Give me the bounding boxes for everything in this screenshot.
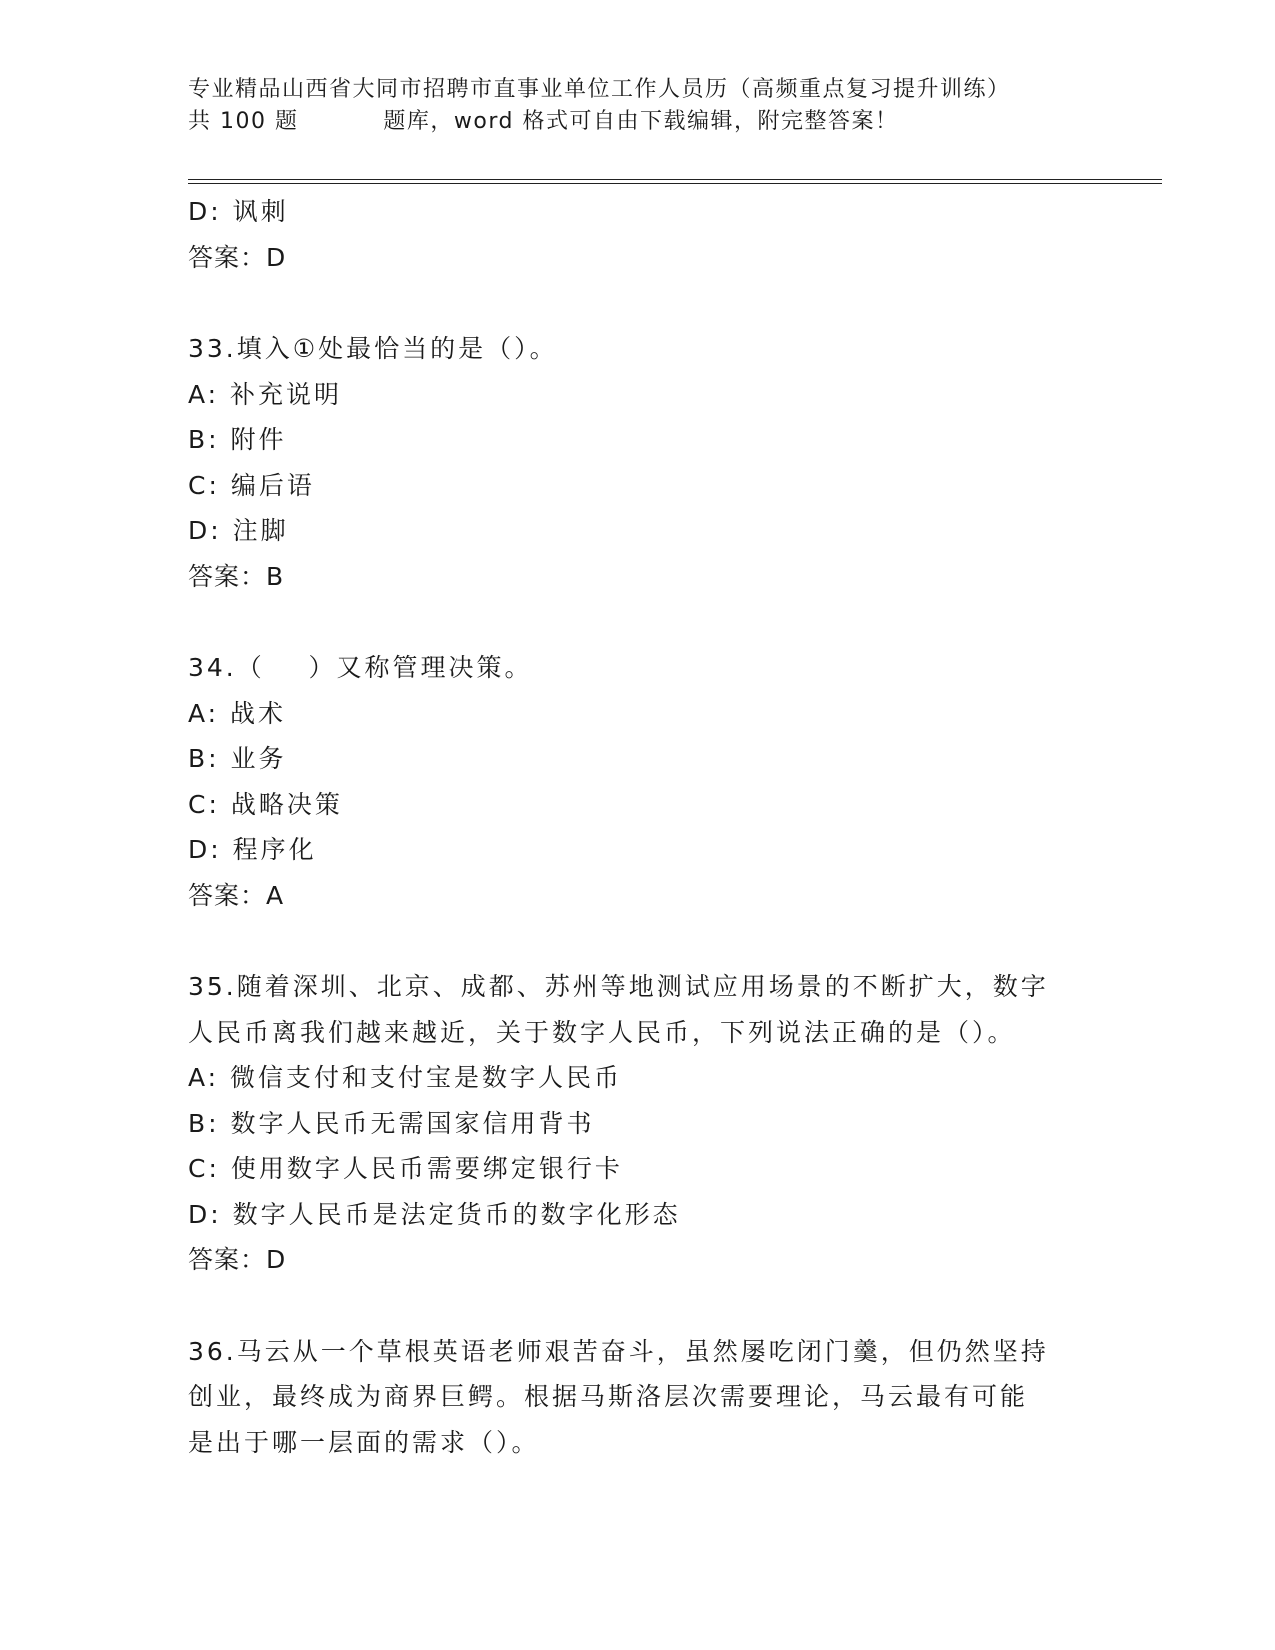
question-stem-line-2: 创业，最终成为商界巨鳄。根据马斯洛层次需要理论，马云最有可能 [188,1382,1029,1411]
option-b: B: 业务 [188,744,287,773]
header-subtitle: 共 100 题 题库，word 格式可自由下载编辑，附完整答案！ [188,109,899,134]
option-b: B: 附件 [188,425,287,454]
answer: 答案：D [188,242,287,272]
answer: 答案：A [188,880,285,910]
option-a: A: 微信支付和支付宝是数字人民币 [188,1063,623,1092]
question-34 [188,645,1088,918]
question-36 [188,1329,1088,1466]
header-title: 专业精品山西省大同市招聘市直事业单位工作人员历（高频重点复习提升训练） [188,77,1011,102]
question-35 [188,964,1088,1283]
option-b: B: 数字人民币无需国家信用背书 [188,1108,595,1138]
question-list [188,189,1088,1465]
option-c: C: 使用数字人民币需要绑定银行卡 [188,1154,623,1183]
page-header [188,74,1108,138]
question-stem-line-3: 是出于哪一层面的需求（）。 [188,1427,540,1457]
header-divider-top [188,179,1162,180]
option-d: D: 讽刺 [188,197,289,226]
question-stem-line-1: 35.随着深圳、北京、成都、苏州等地测试应用场景的不断扩大，数字 [188,972,1049,1001]
question-stem-line-2: 人民币离我们越来越近，关于数字人民币，下列说法正确的是（）。 [188,1017,1016,1047]
option-a: A: 战术 [188,698,287,728]
option-a: A: 补充说明 [188,379,343,409]
question-stem: 33.填入①处最恰当的是（）。 [188,334,558,363]
option-c: C: 战略决策 [188,789,343,819]
question-stem: 34.（ ）又称管理决策。 [188,653,533,682]
question-33 [188,326,1088,599]
option-d: D: 程序化 [188,835,317,864]
question-stem-line-1: 36.马云从一个草根英语老师艰苦奋斗，虽然屡吃闭门羹，但仍然坚持 [188,1336,1049,1366]
question-32-tail [188,189,1088,280]
answer: 答案：B [188,561,285,591]
option-c: C: 编后语 [188,470,315,500]
answer: 答案：D [188,1245,287,1274]
option-d: D: 注脚 [188,516,289,545]
header-divider-bottom [188,183,1162,184]
option-d: D: 数字人民币是法定货币的数字化形态 [188,1199,681,1229]
